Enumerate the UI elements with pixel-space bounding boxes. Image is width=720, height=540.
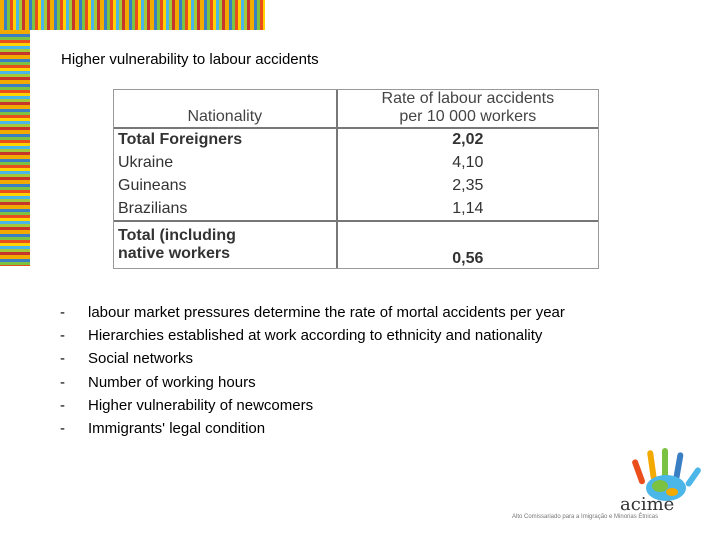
bullet-text: Number of working hours bbox=[88, 373, 256, 391]
header-rate bbox=[337, 90, 598, 128]
bullet-dash: - bbox=[60, 419, 65, 437]
table-row-total bbox=[114, 221, 598, 268]
row-label: Guineans bbox=[114, 175, 337, 198]
bullet-dash: - bbox=[60, 373, 65, 391]
slide-title: Higher vulnerability to labour accidents bbox=[61, 51, 319, 68]
bullet-dash: - bbox=[60, 304, 65, 321]
row-value: 1,14 bbox=[452, 199, 484, 217]
list-item bbox=[60, 349, 565, 372]
header-rate-line2: per 10 000 workers bbox=[399, 108, 537, 126]
bullet-dash: - bbox=[60, 396, 65, 414]
header-rate-line1: Rate of labour accidents bbox=[381, 90, 555, 107]
decorative-stripes-top bbox=[0, 0, 265, 30]
total-label-line2: native workers bbox=[118, 245, 231, 263]
total-value: 0,56 bbox=[337, 221, 598, 268]
list-item bbox=[60, 326, 565, 349]
logo-wordmark: acime bbox=[620, 494, 675, 515]
row-value: 2,02 bbox=[452, 131, 484, 149]
bullet-text: Social networks bbox=[88, 350, 194, 368]
table-row bbox=[114, 152, 598, 175]
bullet-text: Hierarchies established at work according to ethnicity and nationality bbox=[88, 327, 543, 345]
bullet-dash: - bbox=[60, 327, 65, 345]
table-row bbox=[114, 197, 598, 221]
header-nationality: Nationality bbox=[114, 90, 337, 128]
bullet-list bbox=[60, 303, 565, 442]
logo-tagline: Alto Comissariado para a Imigração e Minorias Étnicas bbox=[512, 514, 659, 520]
list-item bbox=[60, 303, 565, 326]
bullet-dash: - bbox=[60, 350, 65, 368]
decorative-stripes-left bbox=[0, 30, 30, 266]
row-value: 4,10 bbox=[452, 153, 484, 171]
total-label-line1: Total (including bbox=[118, 226, 236, 244]
accident-rate-table bbox=[113, 89, 599, 269]
table-row bbox=[114, 128, 598, 152]
row-label: Total Foreigners bbox=[114, 128, 337, 152]
row-label: Brazilians bbox=[114, 197, 337, 221]
total-label bbox=[114, 221, 337, 268]
list-item bbox=[60, 373, 565, 396]
list-item bbox=[60, 396, 565, 419]
bullet-text: labour market pressures determine the rate of mortal accidents per year bbox=[88, 304, 565, 321]
list-item bbox=[60, 419, 565, 442]
row-value: 2,35 bbox=[452, 176, 484, 194]
row-label: Ukraine bbox=[114, 152, 337, 175]
bullet-text: Higher vulnerability of newcomers bbox=[88, 396, 314, 414]
table-row bbox=[114, 175, 598, 198]
bullet-text: Immigrants' legal condition bbox=[88, 419, 266, 437]
